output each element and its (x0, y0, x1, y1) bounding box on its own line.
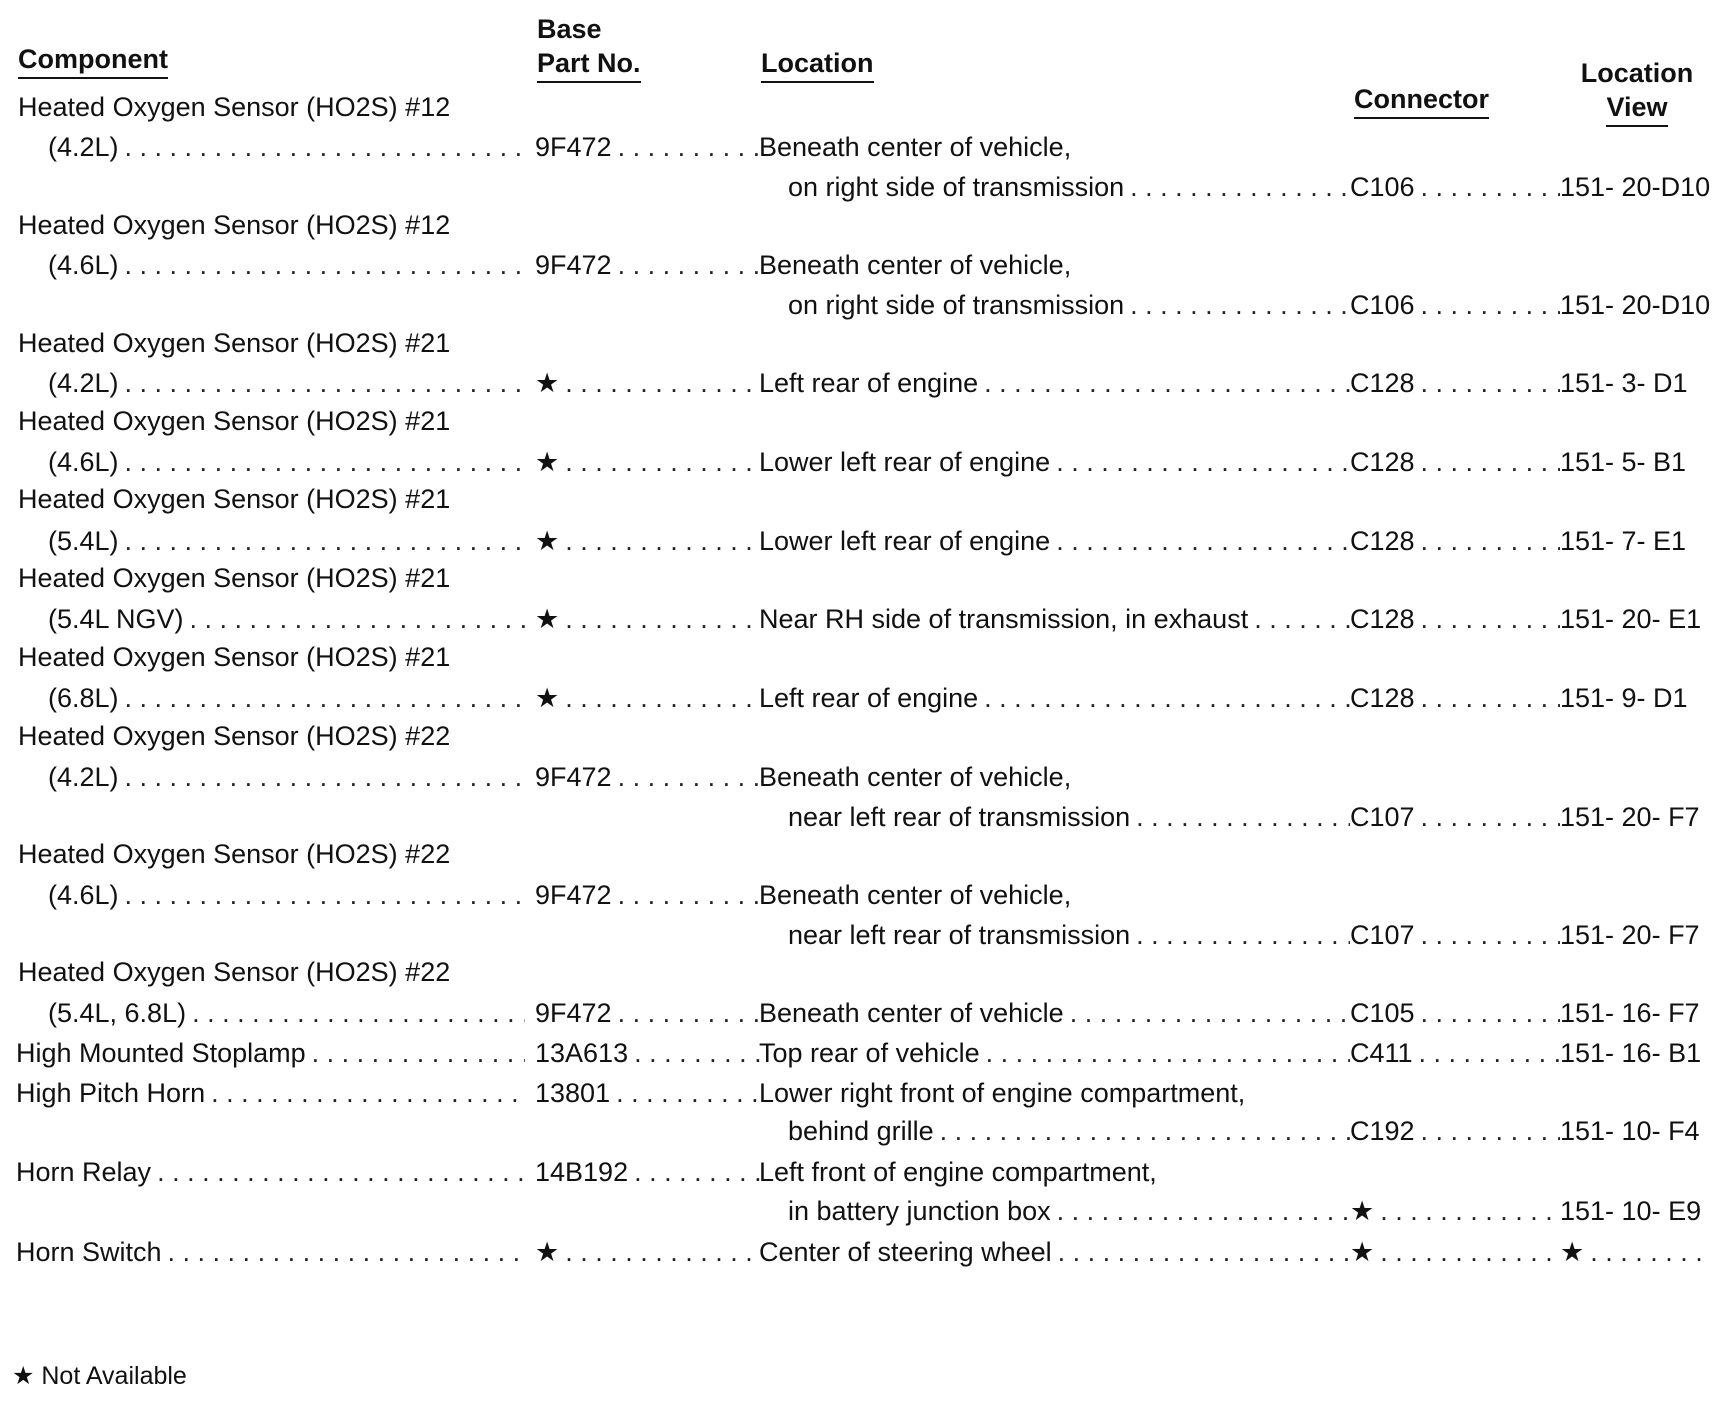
dot-leader (618, 996, 760, 1030)
component-name-text: High Mounted Stoplamp (16, 1038, 306, 1068)
dot-leader (125, 366, 525, 400)
location-line2-text: behind grille (788, 1116, 934, 1146)
base-part-no-text: 9F472 (535, 880, 612, 910)
engine-variant-text: (5.4L, 6.8L) (48, 998, 187, 1028)
location-view (1560, 1235, 1712, 1269)
header-base-label: Base (537, 14, 602, 44)
engine-variant (48, 445, 525, 479)
dot-leader (1136, 800, 1350, 834)
dot-leader (211, 1076, 525, 1110)
dot-leader (618, 130, 760, 164)
dot-leader (1421, 1114, 1560, 1148)
dot-leader (616, 1076, 760, 1110)
header-location-label: Location (761, 46, 874, 83)
location (759, 1235, 1350, 1269)
component-name-text: Horn Relay (16, 1157, 152, 1187)
engine-variant (48, 366, 525, 400)
base-part-no (535, 602, 760, 636)
location-text: Beneath center of vehicle (759, 998, 1064, 1028)
engine-variant (48, 996, 525, 1030)
base-part-no (535, 996, 760, 1030)
connector (1350, 602, 1560, 636)
dot-leader (192, 996, 525, 1030)
location-line2-text: on right side of transmission (788, 172, 1125, 202)
location-line2 (788, 800, 1350, 834)
header-component-label: Component (18, 42, 168, 79)
dot-leader (618, 760, 760, 794)
engine-variant-text: (5.4L) (48, 526, 119, 556)
component-name: Heated Oxygen Sensor (HO2S) #21 (18, 406, 451, 436)
dot-leader (984, 681, 1350, 715)
base-part-no (535, 130, 760, 164)
connector (1350, 445, 1560, 479)
dot-leader (1421, 170, 1560, 204)
location-line1: Beneath center of vehicle, (759, 250, 1072, 280)
dot-leader (565, 1235, 760, 1269)
location-view: 151- 20- F7 (1560, 920, 1700, 950)
component-name: Heated Oxygen Sensor (HO2S) #12 (18, 210, 451, 240)
base-part-no (535, 878, 760, 912)
dot-leader (1070, 996, 1350, 1030)
engine-variant-text: (6.8L) (48, 683, 119, 713)
base-part-no (535, 1155, 760, 1189)
dot-leader (125, 681, 525, 715)
connector (1350, 681, 1560, 715)
location (759, 445, 1350, 479)
location-view: 151- 16- B1 (1560, 1038, 1702, 1068)
dot-leader (1590, 1235, 1712, 1269)
engine-variant-text: (4.2L) (48, 762, 119, 792)
dot-leader (618, 248, 760, 282)
connector (1350, 524, 1560, 558)
dot-leader (1056, 445, 1350, 479)
dot-leader (565, 366, 760, 400)
dot-leader (125, 445, 525, 479)
connector-text: ★ (1350, 1237, 1375, 1267)
component-name: Heated Oxygen Sensor (HO2S) #21 (18, 563, 451, 593)
engine-variant-text: (4.2L) (48, 132, 119, 162)
connector-text: C105 (1350, 998, 1415, 1028)
dot-leader (565, 445, 760, 479)
location-view: 151- 20-D10 (1560, 172, 1711, 202)
component-name (16, 1235, 525, 1269)
location-line2 (788, 1114, 1350, 1148)
connector (1350, 1036, 1560, 1070)
location-line1: Beneath center of vehicle, (759, 880, 1072, 910)
connector-text: ★ (1350, 1196, 1375, 1226)
connector (1350, 1235, 1560, 1269)
component-name: Heated Oxygen Sensor (HO2S) #21 (18, 484, 451, 514)
header-connector-label: Connector (1354, 82, 1489, 119)
location-view: 151- 7- E1 (1560, 526, 1687, 556)
connector (1350, 918, 1560, 952)
connector (1350, 288, 1560, 322)
header-location-view-line1: Location (1580, 58, 1694, 88)
dot-leader (125, 878, 525, 912)
header-location (761, 46, 874, 83)
location (759, 602, 1350, 636)
base-part-no (535, 760, 760, 794)
dot-leader (1421, 288, 1560, 322)
location (759, 1036, 1350, 1070)
dot-leader (312, 1036, 525, 1070)
engine-variant (48, 602, 525, 636)
dot-leader (1136, 918, 1350, 952)
base-part-no (535, 524, 760, 558)
location-text: Center of steering wheel (759, 1237, 1052, 1267)
base-part-no-text: 13A613 (535, 1038, 629, 1068)
base-part-no-text: ★ (535, 526, 560, 556)
dot-leader (125, 524, 525, 558)
location (759, 996, 1350, 1030)
engine-variant (48, 878, 525, 912)
connector-text: C128 (1350, 604, 1415, 634)
dot-leader (1421, 918, 1560, 952)
component-name: Heated Oxygen Sensor (HO2S) #21 (18, 642, 451, 672)
base-part-no (535, 1076, 760, 1110)
header-connector (1354, 82, 1489, 119)
connector-text: C128 (1350, 526, 1415, 556)
dot-leader (1380, 1235, 1560, 1269)
component-name (16, 1036, 525, 1070)
location-text: Lower left rear of engine (759, 526, 1051, 556)
connector-text: C106 (1350, 172, 1415, 202)
dot-leader (986, 1036, 1350, 1070)
dot-leader (984, 366, 1350, 400)
component-name (16, 1076, 525, 1110)
engine-variant (48, 524, 525, 558)
connector-text: C107 (1350, 802, 1415, 832)
location-view: 151- 20- F7 (1560, 802, 1700, 832)
dot-leader (1056, 524, 1350, 558)
location-line1: Beneath center of vehicle, (759, 762, 1072, 792)
dot-leader (168, 1235, 525, 1269)
location-view-text: ★ (1560, 1237, 1585, 1267)
base-part-no-text: ★ (535, 1237, 560, 1267)
location-line2 (788, 918, 1350, 952)
connector-text: C128 (1350, 368, 1415, 398)
engine-variant-text: (4.6L) (48, 250, 119, 280)
location (759, 524, 1350, 558)
connector (1350, 366, 1560, 400)
location-text: Near RH side of transmission, in exhaust (759, 604, 1249, 634)
engine-variant (48, 248, 525, 282)
dot-leader (1130, 170, 1350, 204)
dot-leader (1421, 445, 1560, 479)
base-part-no (535, 1036, 760, 1070)
connector-text: C128 (1350, 447, 1415, 477)
location-line2 (788, 1194, 1350, 1228)
dot-leader (125, 760, 525, 794)
dot-leader (565, 602, 760, 636)
location-line2 (788, 288, 1350, 322)
dot-leader (634, 1155, 760, 1189)
connector (1350, 1114, 1560, 1148)
connector (1350, 800, 1560, 834)
base-part-no (535, 1235, 760, 1269)
base-part-no-text: ★ (535, 368, 560, 398)
component-name (16, 1155, 525, 1189)
location-view: 151- 20- E1 (1560, 604, 1702, 634)
engine-variant (48, 130, 525, 164)
dot-leader (125, 130, 525, 164)
location-line1: Lower right front of engine compartment, (759, 1078, 1246, 1108)
location (759, 681, 1350, 715)
base-part-no-text: 13801 (535, 1078, 611, 1108)
location-view: 151- 16- F7 (1560, 998, 1700, 1028)
dot-leader (1057, 1194, 1350, 1228)
dot-leader (565, 524, 760, 558)
component-name: Heated Oxygen Sensor (HO2S) #12 (18, 92, 451, 122)
header-location-view-line2: View (1606, 90, 1667, 127)
engine-variant-text: (4.6L) (48, 447, 119, 477)
component-name: Heated Oxygen Sensor (HO2S) #21 (18, 328, 451, 358)
location-view: 151- 10- E9 (1560, 1196, 1702, 1226)
dot-leader (1419, 1036, 1560, 1070)
base-part-no-text: 14B192 (535, 1157, 629, 1187)
connector (1350, 996, 1560, 1030)
connector-text: C192 (1350, 1116, 1415, 1146)
dot-leader (1421, 996, 1560, 1030)
location-line1: Beneath center of vehicle, (759, 132, 1072, 162)
connector (1350, 1194, 1560, 1228)
dot-leader (157, 1155, 525, 1189)
connector-text: C106 (1350, 290, 1415, 320)
dot-leader (125, 248, 525, 282)
location-text: Left rear of engine (759, 368, 979, 398)
base-part-no-text: ★ (535, 683, 560, 713)
base-part-no (535, 366, 760, 400)
base-part-no-text: 9F472 (535, 762, 612, 792)
location-view: 151- 10- F4 (1560, 1116, 1700, 1146)
component-name-text: Horn Switch (16, 1237, 162, 1267)
location-text: Left rear of engine (759, 683, 979, 713)
location-line2 (788, 170, 1350, 204)
engine-variant-text: (5.4L NGV) (48, 604, 184, 634)
connector-text: C128 (1350, 683, 1415, 713)
engine-variant-text: (4.2L) (48, 368, 119, 398)
dot-leader (1058, 1235, 1350, 1269)
location (759, 366, 1350, 400)
dot-leader (1254, 602, 1350, 636)
header-part-no-label: Part No. (537, 46, 641, 83)
connector-text: C107 (1350, 920, 1415, 950)
location-line2-text: near left rear of transmission (788, 802, 1131, 832)
location-view: 151- 3- D1 (1560, 368, 1688, 398)
dot-leader (1421, 366, 1560, 400)
header-location-view (1572, 56, 1702, 127)
dot-leader (940, 1114, 1350, 1148)
location-line2-text: near left rear of transmission (788, 920, 1131, 950)
base-part-no (535, 248, 760, 282)
base-part-no (535, 445, 760, 479)
base-part-no-text: 9F472 (535, 998, 612, 1028)
component-name: Heated Oxygen Sensor (HO2S) #22 (18, 957, 451, 987)
footnote-not-available: ★ Not Available (12, 1362, 187, 1390)
location-view: 151- 5- B1 (1560, 447, 1687, 477)
connector-text: C411 (1350, 1038, 1413, 1068)
dot-leader (565, 681, 760, 715)
dot-leader (190, 602, 525, 636)
base-part-no-text: ★ (535, 447, 560, 477)
header-base-part-no (537, 12, 641, 83)
engine-variant (48, 681, 525, 715)
component-name: Heated Oxygen Sensor (HO2S) #22 (18, 839, 451, 869)
location-line2-text: on right side of transmission (788, 290, 1125, 320)
engine-variant-text: (4.6L) (48, 880, 119, 910)
header-component (18, 42, 168, 79)
base-part-no (535, 681, 760, 715)
location-view: 151- 20-D10 (1560, 290, 1711, 320)
dot-leader (1421, 602, 1560, 636)
connector (1350, 170, 1560, 204)
dot-leader (1130, 288, 1350, 322)
dot-leader (1421, 524, 1560, 558)
location-text: Top rear of vehicle (759, 1038, 980, 1068)
dot-leader (618, 878, 760, 912)
base-part-no-text: 9F472 (535, 250, 612, 280)
dot-leader (1421, 681, 1560, 715)
dot-leader (634, 1036, 760, 1070)
dot-leader (1421, 800, 1560, 834)
base-part-no-text: ★ (535, 604, 560, 634)
location-text: Lower left rear of engine (759, 447, 1051, 477)
component-name-text: High Pitch Horn (16, 1078, 206, 1108)
engine-variant (48, 760, 525, 794)
base-part-no-text: 9F472 (535, 132, 612, 162)
location-view: 151- 9- D1 (1560, 683, 1688, 713)
location-line1: Left front of engine compartment, (759, 1157, 1157, 1187)
dot-leader (1380, 1194, 1560, 1228)
location-line2-text: in battery junction box (788, 1196, 1051, 1226)
component-name: Heated Oxygen Sensor (HO2S) #22 (18, 721, 451, 751)
